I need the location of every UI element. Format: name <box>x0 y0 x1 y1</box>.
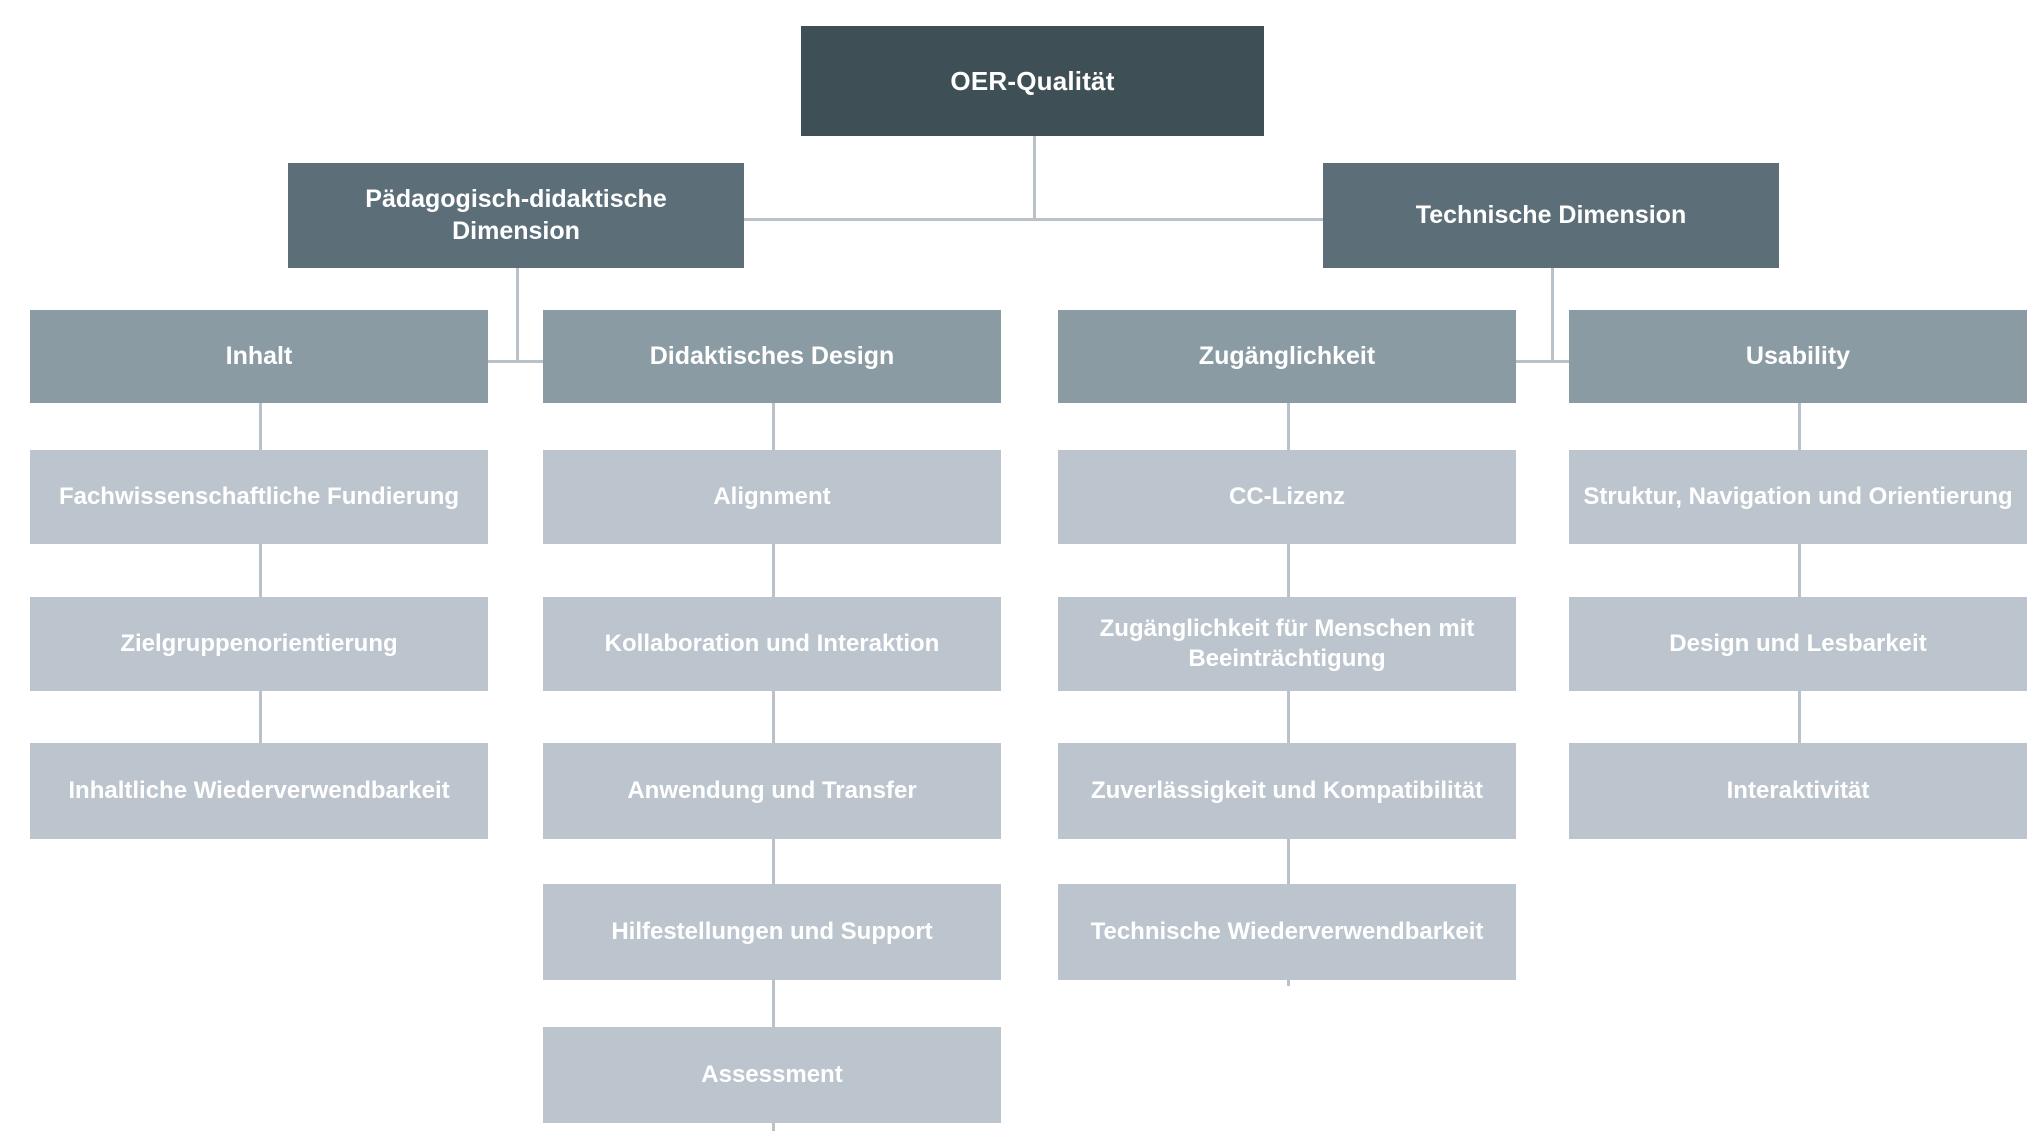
node-criterion-fachwissenschaftliche-fundierung[interactable]: Fachwissenschaftliche Fundierung <box>30 450 488 544</box>
node-criterion-interaktivitaet[interactable]: Interaktivität <box>1569 743 2027 839</box>
node-criterion-zielgruppenorientierung[interactable]: Zielgruppenorientierung <box>30 597 488 691</box>
node-dimension-paedagogisch-didaktisch[interactable]: Pädagogisch-didaktische Dimension <box>288 163 744 268</box>
node-root-oer-qualitaet[interactable]: OER-Qualität <box>801 26 1264 136</box>
node-category-usability[interactable]: Usability <box>1569 310 2027 403</box>
connector-root-stem <box>1033 136 1036 220</box>
node-criterion-design-und-lesbarkeit[interactable]: Design und Lesbarkeit <box>1569 597 2027 691</box>
node-criterion-cc-lizenz[interactable]: CC-Lizenz <box>1058 450 1516 544</box>
node-criterion-zugaenglichkeit-beeintraechtigung[interactable]: Zugänglichkeit für Menschen mit Beeinträchtigung <box>1058 597 1516 691</box>
node-category-zugaenglichkeit[interactable]: Zugänglichkeit <box>1058 310 1516 403</box>
node-criterion-technische-wiederverwendbarkeit[interactable]: Technische Wiederverwendbarkeit <box>1058 884 1516 980</box>
node-criterion-inhaltliche-wiederverwendbarkeit[interactable]: Inhaltliche Wiederverwendbarkeit <box>30 743 488 839</box>
node-category-inhalt[interactable]: Inhalt <box>30 310 488 403</box>
node-criterion-kollaboration-und-interaktion[interactable]: Kollaboration und Interaktion <box>543 597 1001 691</box>
connector-left-dimension-down <box>516 268 519 362</box>
node-criterion-hilfestellungen-und-support[interactable]: Hilfestellungen und Support <box>543 884 1001 980</box>
node-criterion-struktur-navigation-orientierung[interactable]: Struktur, Navigation und Orientierung <box>1569 450 2027 544</box>
node-dimension-technisch[interactable]: Technische Dimension <box>1323 163 1779 268</box>
node-category-didaktisches-design[interactable]: Didaktisches Design <box>543 310 1001 403</box>
node-criterion-anwendung-und-transfer[interactable]: Anwendung und Transfer <box>543 743 1001 839</box>
node-criterion-alignment[interactable]: Alignment <box>543 450 1001 544</box>
node-criterion-assessment[interactable]: Assessment <box>543 1027 1001 1123</box>
node-criterion-zuverlaessigkeit-und-kompatibilitaet[interactable]: Zuverlässigkeit und Kompatibilität <box>1058 743 1516 839</box>
connector-right-dimension-down <box>1551 268 1554 362</box>
